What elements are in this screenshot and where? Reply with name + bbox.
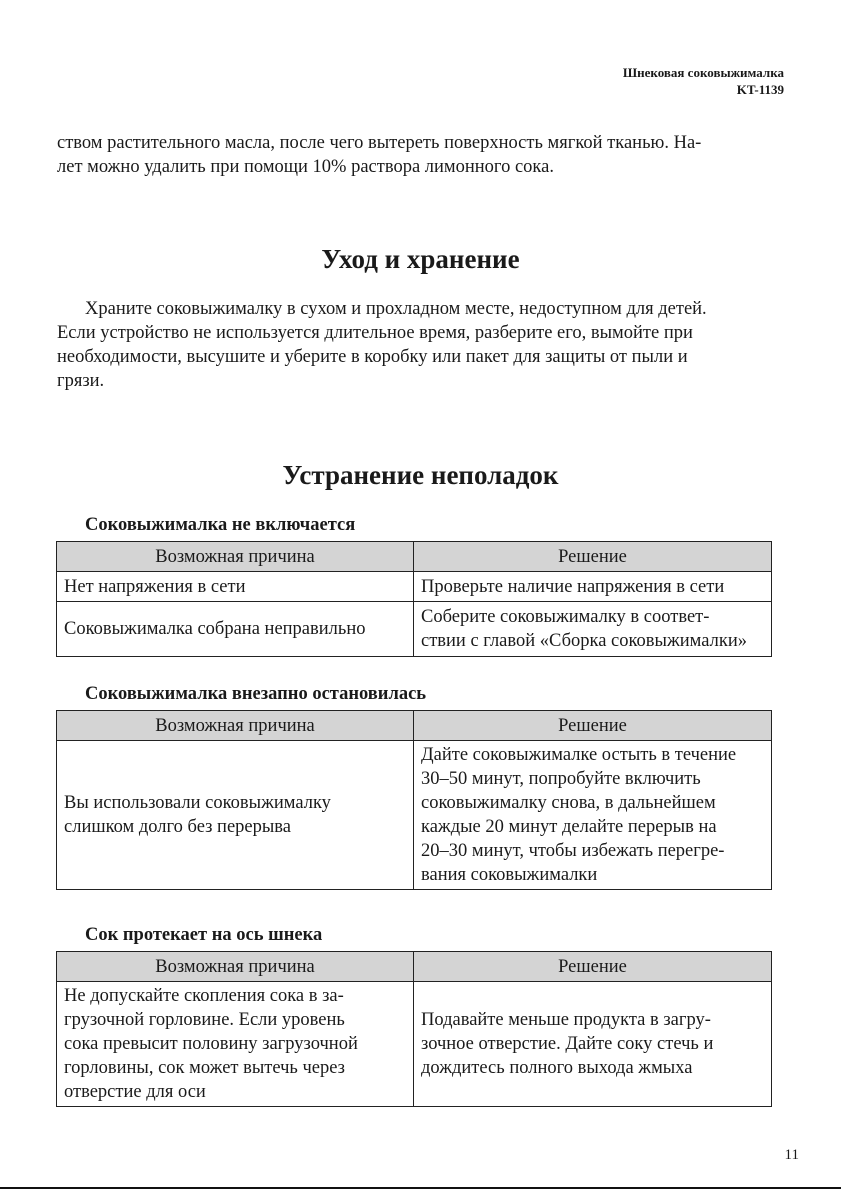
page-number: 11 xyxy=(784,1147,799,1163)
header-product-name: Шнековая соковыжималка xyxy=(622,65,784,80)
care-paragraph xyxy=(57,297,777,393)
intro-paragraph xyxy=(57,131,777,179)
section-heading: Соковыжималка не включается xyxy=(85,515,356,535)
column-header-solution: Решение xyxy=(414,952,772,982)
text-line: Не допускайте скопления сока в за- xyxy=(64,986,344,1006)
table-row xyxy=(57,741,772,890)
text-line: сока превысит половину загрузочной xyxy=(64,1034,358,1054)
table-row xyxy=(57,572,772,602)
text-line: 20–30 минут, чтобы избежать перегре- xyxy=(421,841,725,861)
text-line: каждые 20 минут делайте перерыв на xyxy=(421,817,717,837)
text-line: зочное отверстие. Дайте соку стечь и xyxy=(421,1034,714,1054)
text-line: Соберите соковыжималку в соответ- xyxy=(421,607,710,627)
troubleshooting-table xyxy=(56,541,772,657)
text-line: 30–50 минут, попробуйте включить xyxy=(421,769,701,789)
cause-cell xyxy=(57,741,414,890)
table-header-row xyxy=(57,952,772,982)
text-line: Нет напряжения в сети xyxy=(64,576,246,597)
text-line: необходимости, высушите и уберите в коробку или пакет для защиты от пыли и xyxy=(57,347,688,367)
column-header-solution: Решение xyxy=(414,711,772,741)
solution-cell xyxy=(414,741,772,890)
cause-cell xyxy=(57,572,414,602)
table-header-row xyxy=(57,542,772,572)
bottom-rule xyxy=(0,1187,841,1189)
troubleshooting-table xyxy=(56,710,772,890)
column-header-solution: Решение xyxy=(414,542,772,572)
cause-cell xyxy=(57,602,414,657)
column-header-cause: Возможная причина xyxy=(57,711,414,741)
text-line: Вы использовали соковыжималку xyxy=(64,793,331,813)
text-line: Храните соковыжималку в сухом и прохладном месте, недоступном для детей. xyxy=(85,299,707,319)
troubleshooting-heading: Устранение неполадок xyxy=(282,460,559,490)
text-line: дождитесь полного выхода жмыха xyxy=(421,1058,693,1078)
solution-cell xyxy=(414,602,772,657)
text-line: Соковыжималка собрана неправильно xyxy=(64,619,366,639)
header-model-number: KT-1139 xyxy=(736,82,784,97)
solution-cell xyxy=(414,982,772,1107)
column-header-cause: Возможная причина xyxy=(57,542,414,572)
care-heading: Уход и хранение xyxy=(321,244,520,274)
text-line: Подавайте меньше продукта в загру- xyxy=(421,1010,711,1030)
text-line: лет можно удалить при помощи 10% раствора лимонного сока. xyxy=(57,157,554,177)
running-header xyxy=(623,64,784,98)
text-line: грузочной горловине. Если уровень xyxy=(64,1010,345,1030)
section-heading: Соковыжималка внезапно остановилась xyxy=(85,684,427,704)
text-line: Если устройство не используется длительное время, разберите его, вымойте при xyxy=(57,323,693,343)
text-line: ством растительного масла, после чего вытереть поверхность мягкой тканью. На- xyxy=(57,133,702,153)
text-line: ствии с главой «Сборка соковыжималки» xyxy=(421,631,747,651)
text-line: Дайте соковыжималке остыть в течение xyxy=(421,745,737,765)
text-line: отверстие для оси xyxy=(64,1082,206,1102)
table-header-row xyxy=(57,711,772,741)
table-row xyxy=(57,982,772,1107)
troubleshooting-table xyxy=(56,951,772,1107)
text-line: Проверьте наличие напряжения в сети xyxy=(421,576,725,597)
cause-cell xyxy=(57,982,414,1107)
text-line: слишком долго без перерыва xyxy=(64,817,292,837)
text-line: грязи. xyxy=(57,371,105,391)
text-line: вания соковыжималки xyxy=(421,865,598,885)
text-line: горловины, сок может вытечь через xyxy=(64,1058,345,1078)
section-heading: Сок протекает на ось шнека xyxy=(85,925,323,945)
text-line: соковыжималку снова, в дальнейшем xyxy=(421,793,716,813)
table-row xyxy=(57,602,772,657)
solution-cell xyxy=(414,572,772,602)
column-header-cause: Возможная причина xyxy=(57,952,414,982)
